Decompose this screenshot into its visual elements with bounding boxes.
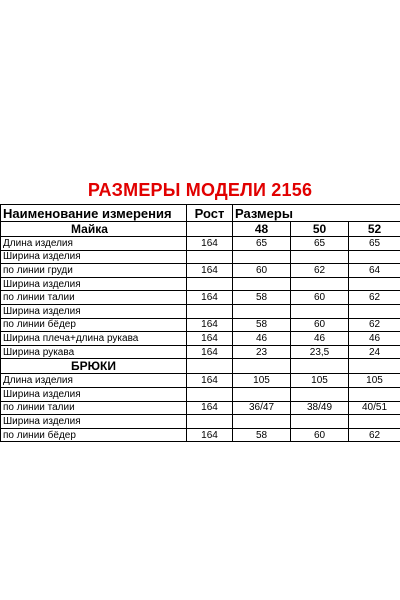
measurement-name: Ширина изделия: [1, 415, 187, 429]
size-value: 105: [291, 374, 349, 388]
size-value: [233, 415, 291, 429]
size-table: [0, 204, 400, 442]
size-value: [291, 304, 349, 318]
table-row: [1, 318, 400, 332]
size-value: 58: [233, 291, 291, 305]
size-value: [233, 387, 291, 401]
size-value: [349, 304, 400, 318]
size-value: 65: [233, 237, 291, 251]
table-row: [1, 291, 400, 305]
measurement-name: Длина изделия: [1, 237, 187, 251]
size-value: 23: [233, 345, 291, 359]
size-value: 58: [233, 428, 291, 442]
height-value: 164: [187, 401, 233, 415]
section-row: [1, 222, 400, 237]
table-row: [1, 332, 400, 346]
size-label: 48: [233, 222, 291, 237]
measurement-name: Ширина плеча+длина рукава: [1, 332, 187, 346]
header-measurement-name: Наименование измерения: [1, 205, 187, 222]
measurement-name: Длина изделия: [1, 374, 187, 388]
size-value: [291, 415, 349, 429]
height-value: 164: [187, 345, 233, 359]
height-value: [187, 277, 233, 291]
size-label: 52: [349, 222, 400, 237]
size-value: [233, 250, 291, 264]
size-value: 23,5: [291, 345, 349, 359]
size-value: [291, 250, 349, 264]
measurement-name: по линии талии: [1, 291, 187, 305]
size-value: 46: [233, 332, 291, 346]
height-value: 164: [187, 264, 233, 278]
table-row: [1, 237, 400, 251]
measurement-name: Ширина изделия: [1, 250, 187, 264]
size-value: 58: [233, 318, 291, 332]
size-value: 62: [349, 428, 400, 442]
measurement-name: по линии талии: [1, 401, 187, 415]
size-value: 60: [233, 264, 291, 278]
size-value: 65: [291, 237, 349, 251]
size-value: 38/49: [291, 401, 349, 415]
size-value: 62: [291, 264, 349, 278]
table-row: [1, 304, 400, 318]
height-value: 164: [187, 332, 233, 346]
section-name: Майка: [1, 222, 187, 237]
height-value: [187, 250, 233, 264]
height-value: 164: [187, 291, 233, 305]
height-value: 164: [187, 318, 233, 332]
table-row: [1, 387, 400, 401]
size-value: 65: [349, 237, 400, 251]
size-label: [349, 359, 400, 374]
size-value: 62: [349, 291, 400, 305]
size-value: 105: [233, 374, 291, 388]
height-value: [187, 415, 233, 429]
measurement-name: Ширина изделия: [1, 387, 187, 401]
size-value: 60: [291, 318, 349, 332]
section-row: [1, 359, 400, 374]
table-row: [1, 277, 400, 291]
size-value: [349, 250, 400, 264]
measurement-name: по линии бёдер: [1, 318, 187, 332]
size-value: [349, 277, 400, 291]
size-value: [349, 415, 400, 429]
table-row: [1, 374, 400, 388]
size-value: 60: [291, 291, 349, 305]
section-height-cell: [187, 222, 233, 237]
header-row: [1, 205, 400, 222]
size-value: 60: [291, 428, 349, 442]
table-row: [1, 250, 400, 264]
header-height: Рост: [187, 205, 233, 222]
size-value: 64: [349, 264, 400, 278]
table-row: [1, 415, 400, 429]
size-label: [291, 359, 349, 374]
height-value: [187, 304, 233, 318]
size-value: [233, 304, 291, 318]
size-value: 46: [349, 332, 400, 346]
size-value: 24: [349, 345, 400, 359]
height-value: 164: [187, 374, 233, 388]
measurement-name: Ширина изделия: [1, 277, 187, 291]
table-row: [1, 428, 400, 442]
height-value: 164: [187, 428, 233, 442]
height-value: 164: [187, 237, 233, 251]
section-name: БРЮКИ: [1, 359, 187, 374]
table-row: [1, 345, 400, 359]
table-row: [1, 264, 400, 278]
size-value: 40/51: [349, 401, 400, 415]
size-label: 50: [291, 222, 349, 237]
size-value: 62: [349, 318, 400, 332]
header-sizes: Размеры: [233, 205, 400, 222]
size-value: 46: [291, 332, 349, 346]
size-value: [291, 387, 349, 401]
height-value: [187, 387, 233, 401]
measurement-name: по линии бёдер: [1, 428, 187, 442]
section-height-cell: [187, 359, 233, 374]
table-row: [1, 401, 400, 415]
size-value: [349, 387, 400, 401]
table-title: РАЗМЕРЫ МОДЕЛИ 2156: [87, 180, 313, 200]
size-value: [291, 277, 349, 291]
size-value: 105: [349, 374, 400, 388]
size-label: [233, 359, 291, 374]
size-value: 36/47: [233, 401, 291, 415]
measurement-name: по линии груди: [1, 264, 187, 278]
size-value: [233, 277, 291, 291]
measurement-name: Ширина рукава: [1, 345, 187, 359]
measurement-name: Ширина изделия: [1, 304, 187, 318]
